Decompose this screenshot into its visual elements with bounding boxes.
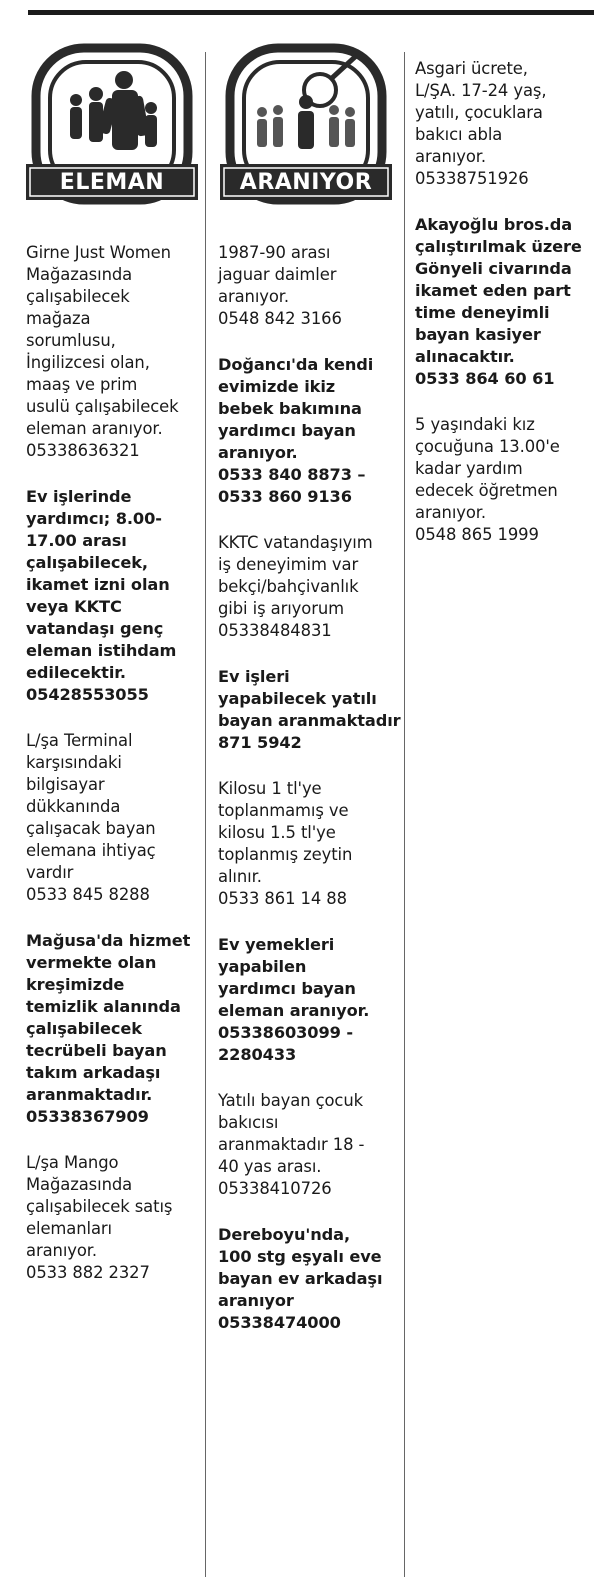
ad-line: bebek bakımına [218,399,362,418]
ad-line: Mağazasında [26,1175,133,1194]
ad-line: ikamet eden part [415,281,571,300]
ad-line: elemanları [26,1219,113,1238]
ad-line: 0533 860 9136 [218,487,352,506]
ad-line: takım arkadaşı [26,1063,161,1082]
ad-line: bakıcı abla [415,125,503,144]
ad-line: İngilizcesi olan, [26,353,150,372]
ad-line: aranmaktadır 18 - [218,1135,365,1154]
eleman-logo [26,40,198,208]
ad-line: dükkanında [26,797,121,816]
classified-ad [218,532,402,642]
ad-line: aranmaktadır. [26,1085,153,1104]
ad-line: Akayoğlu bros.da [415,215,573,234]
ad-line: yapabilecek yatılı [218,689,377,708]
ad-line: 05338367909 [26,1107,149,1126]
classified-ad [218,242,402,330]
classified-ad [26,486,202,706]
ad-line: alınacaktır. [415,347,515,366]
ad-line: çalışabilecek, [26,553,148,572]
ad-line: jaguar daimler [218,265,337,284]
classified-ad [218,354,402,508]
ad-line: 0533 845 8288 [26,885,150,904]
classified-ad [415,58,595,190]
ad-line: 40 yas arası. [218,1157,322,1176]
ads-column-3 [415,58,595,570]
ad-line: bayan aranmaktadır [218,711,401,730]
ad-line: Mağusa'da hizmet [26,931,191,950]
ad-line: 871 5942 [218,733,302,752]
ad-line: çalışabilecek satış [26,1197,173,1216]
ad-line: bakıcısı [218,1113,279,1132]
ad-line: elemana ihtiyaç [26,841,156,860]
ad-line: 0533 840 8873 – [218,465,366,484]
ad-line: Mağazasında [26,265,133,284]
ad-line: aranıyor. [218,443,298,462]
ad-line: eleman aranıyor. [218,1001,370,1020]
ad-line: 05338474000 [218,1313,341,1332]
ad-line: sorumlusu, [26,331,116,350]
ad-line: edecek öğretmen [415,481,558,500]
ad-line: Ev işlerinde [26,487,132,506]
ad-line: 05338484831 [218,621,332,640]
ad-line: kadar yardım [415,459,523,478]
ad-line: Doğancı'da kendi [218,355,374,374]
ad-line: 05338603099 - [218,1023,353,1042]
ad-line: 100 stg eşyalı eve [218,1247,382,1266]
ad-line: Yatılı bayan çocuk [218,1091,364,1110]
ad-line: time deneyimli [415,303,550,322]
ad-line: kilosu 1.5 tl'ye [218,823,336,842]
ad-line: bayan kasiyer [415,325,541,344]
classified-ad [26,1152,202,1284]
ad-line: Dereboyu'nda, [218,1225,351,1244]
column-divider-1 [205,52,206,1577]
ad-line: L/ŞA. 17-24 yaş, [415,81,547,100]
ad-line: Gönyeli civarında [415,259,572,278]
ad-line: iş deneyimim var [218,555,359,574]
ad-line: gibi iş arıyorum [218,599,344,618]
ad-line: 0533 882 2327 [26,1263,150,1282]
ad-line: evimizde ikiz [218,377,336,396]
ad-line: mağaza [26,309,91,328]
classified-ad [415,414,595,546]
ad-line: aranıyor [218,1291,294,1310]
ad-line: Kilosu 1 tl'ye [218,779,322,798]
top-rule [28,10,594,15]
ad-line: çalışabilecek [26,287,130,306]
ad-line: veya KKTC [26,597,122,616]
ad-line: aranıyor. [26,1241,98,1260]
column-divider-2 [404,52,405,1577]
classified-ad [218,934,402,1066]
ads-column-2 [218,242,402,1358]
ad-line: yapabilen [218,957,307,976]
ad-line: çalışacak bayan [26,819,156,838]
ad-line: Ev yemekleri [218,935,335,954]
classified-ad [26,730,202,906]
eleman-title: ELEMAN [59,170,165,195]
ad-line: kreşimizde [26,975,125,994]
ad-line: 17.00 arası [26,531,127,550]
ad-line: yatılı, çocuklara [415,103,543,122]
ad-line: 2280433 [218,1045,297,1064]
ad-line: çalıştırılmak üzere [415,237,582,256]
ad-line: bilgisayar [26,775,105,794]
ad-line: yardımcı bayan [218,979,356,998]
ad-line: 05428553055 [26,685,149,704]
ad-line: eleman istihdam [26,641,177,660]
classified-ad [218,1224,402,1334]
ad-line: ikamet izni olan [26,575,170,594]
ad-line: 0548 865 1999 [415,525,539,544]
araniyor-title: ARANIYOR [239,170,373,195]
ads-column-1 [26,242,202,1308]
ad-line: edilecektir. [26,663,126,682]
ad-line: çalışabilecek [26,1019,142,1038]
ad-line: 1987-90 arası [218,243,331,262]
ad-line: toplanmamış ve [218,801,349,820]
ad-line: çocuğuna 13.00'e [415,437,560,456]
ad-line: bekçi/bahçivanlık [218,577,359,596]
ad-line: Ev işleri [218,667,290,686]
ad-line: L/şa Mango [26,1153,119,1172]
ad-line: Asgari ücrete, [415,59,528,78]
ad-line: temizlik alanında [26,997,181,1016]
ad-line: 05338751926 [415,169,529,188]
ad-line: yardımcı; 8.00- [26,509,162,528]
ad-line: usulü çalışabilecek [26,397,179,416]
ad-line: aranıyor. [218,287,290,306]
ad-line: aranıyor. [415,147,487,166]
araniyor-logo [220,40,392,208]
ad-line: maaş ve prim [26,375,138,394]
ad-line: karşısındaki [26,753,122,772]
ad-line: 0548 842 3166 [218,309,342,328]
ad-line: vatandaşı genç [26,619,164,638]
ad-line: toplanmış zeytin [218,845,353,864]
ad-line: L/şa Terminal [26,731,133,750]
classified-ad [218,1090,402,1200]
ad-line: 0533 864 60 61 [415,369,555,388]
ad-line: aranıyor. [415,503,487,522]
ad-line: KKTC vatandaşıyım [218,533,373,552]
ad-line: vermekte olan [26,953,157,972]
ad-line: 0533 861 14 88 [218,889,347,908]
ad-line: yardımcı bayan [218,421,356,440]
classified-ad [415,214,595,390]
ad-line: 05338636321 [26,441,140,460]
ad-line: 5 yaşındaki kız [415,415,535,434]
ad-line: vardır [26,863,74,882]
classified-ad [26,242,202,462]
ad-line: 05338410726 [218,1179,332,1198]
ad-line: tecrübeli bayan [26,1041,167,1060]
ad-line: eleman aranıyor. [26,419,163,438]
ad-line: alınır. [218,867,262,886]
classified-ad [218,666,402,754]
classified-ad [218,778,402,910]
classified-ad [26,930,202,1128]
ad-line: bayan ev arkadaşı [218,1269,383,1288]
ad-line: Girne Just Women [26,243,171,262]
